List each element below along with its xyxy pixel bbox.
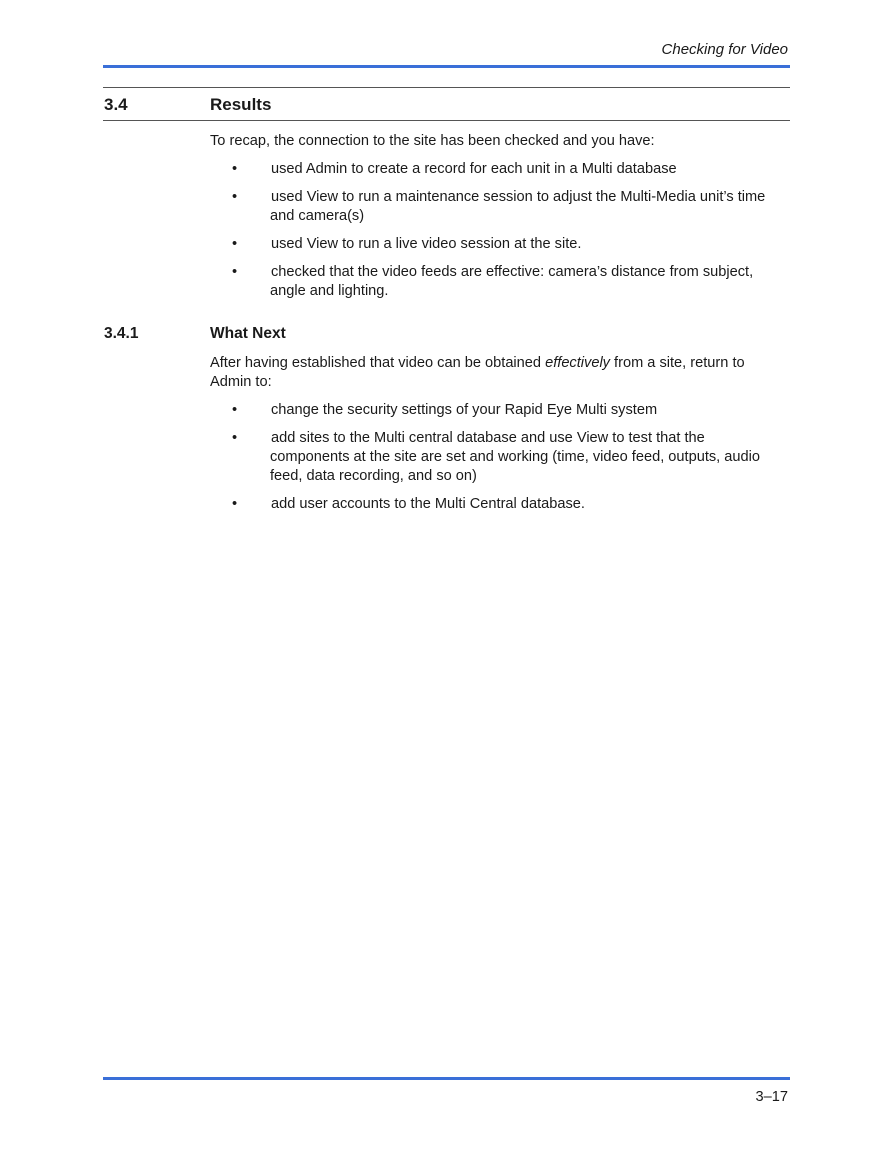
- list-item: [210, 188, 780, 226]
- page-number: 3–17: [755, 1089, 788, 1105]
- list-item-text: used View to run a live video session at the site.: [271, 236, 582, 252]
- list-item: [210, 495, 780, 514]
- list-item: [210, 160, 780, 179]
- list-item-text: used Admin to create a record for each unit in a Multi database: [271, 161, 677, 177]
- bullet-glyph: •: [232, 161, 238, 177]
- bullet-glyph: •: [232, 496, 238, 512]
- bullet-glyph: •: [232, 236, 238, 252]
- list-item: [210, 429, 780, 486]
- list-item: [210, 235, 780, 254]
- list-item-text: change the security settings of your Rapid Eye Multi system: [271, 402, 658, 418]
- running-header-title: Checking for Video: [661, 41, 788, 58]
- subsection-intro-before: After having established that video can be obtained: [210, 355, 546, 371]
- section-rule-bottom: [103, 120, 790, 121]
- list-item-text: add user accounts to the Multi Central database.: [271, 496, 585, 512]
- section-intro: To recap, the connection to the site has been checked and you have:: [210, 133, 655, 149]
- section-rule-top: [103, 87, 790, 88]
- section-title: Results: [210, 95, 272, 114]
- subsection-intro-after: from a site, return to Admin to:: [210, 355, 745, 390]
- header-rule: [103, 65, 790, 68]
- section-number: 3.4: [104, 95, 128, 114]
- list-item-text: checked that the video feeds are effective: camera’s distance from subject, angle and lighting.: [270, 264, 754, 299]
- list-item-text: used View to run a maintenance session to adjust the Multi-Media unit’s time and camera(s): [270, 189, 766, 224]
- list-item-text: add sites to the Multi central database and use View to test that the components at the site are set and working (time, video feed, outputs, audio feed, data recording, and so on): [270, 430, 760, 484]
- bullet-glyph: •: [232, 430, 238, 446]
- subsection-bullet-list: [210, 401, 780, 523]
- bullet-glyph: •: [232, 264, 238, 280]
- subsection-title: What Next: [210, 325, 286, 342]
- section-bullet-list: [210, 160, 780, 310]
- subsection-number: 3.4.1: [104, 325, 139, 342]
- list-item: [210, 263, 780, 301]
- list-item: [210, 401, 780, 420]
- footer-rule: [103, 1077, 790, 1080]
- bullet-glyph: •: [232, 189, 238, 205]
- subsection-intro-emphasis: effectively: [545, 355, 610, 371]
- bullet-glyph: •: [232, 402, 238, 418]
- subsection-intro: [210, 354, 770, 392]
